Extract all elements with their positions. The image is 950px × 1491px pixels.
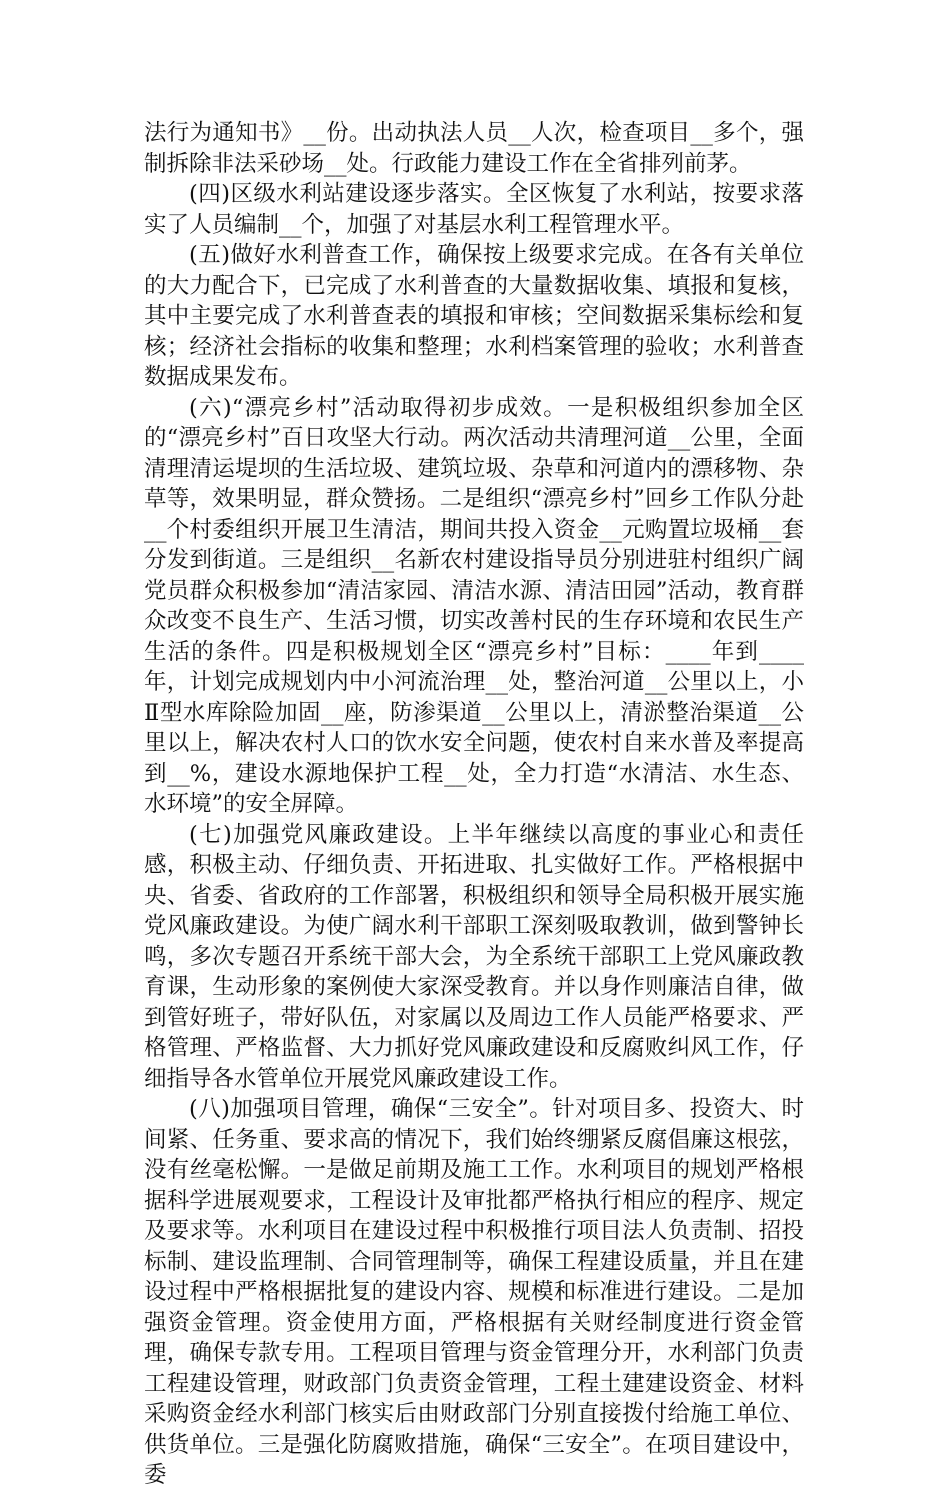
document-body [144,118,804,1491]
paragraph-section-5-water-census: (五)做好水利普查工作，确保按上级要求完成。在各有关单位的大力配合下，已完成了水利普查的大量数据收集、填报和复核，其中主要完成了水利普查表的填报和审核；空间数据采集标绘和复核；经济社会指标的收集和整理；水利档案管理的验收；水利普查数据成果发布。 [144,242,804,390]
paragraph-enforcement-summary: 法行为通知书》__份。出动执法人员__人次，检查项目__多个，强制拆除非法采砂场__处。行政能力建设工作在全省排列前茅。 [144,120,804,177]
paragraph-section-6-beautiful-village: (六)“漂亮乡村”活动取得初步成效。一是积极组织参加全区的“漂亮乡村”百日攻坚大行动。两次活动共清理河道__公里，全面清理清运堤坝的生活垃圾、建筑垃圾、杂草和河道内的漂移物、杂草等，效果明显，群众赞扬。二是组织“漂亮乡村”回乡工作队分赴__个村委组织开展卫生清洁，期间共投入资金__元购置垃圾桶__套分发到街道。三是组织__名新农村建设指导员分别进驻村组织广阔党员群众积极参加“清洁家园、清洁水源、清洁田园”活动，教育群众改变不良生产、生活习惯，切实改善村民的生存环境和农民生产生活的条件。四是积极规划全区“漂亮乡村”目标：____年到____年，计划完成规划内中小河流治理__处，整治河道__公里以上，小Ⅱ型水库除险加固__座，防渗渠道__公里以上，清淤整治渠道__公里以上，解决农村人口的饮水安全问题，使农村自来水普及率提高到__%，建设水源地保护工程__处，全力打造“水清洁、水生态、水环境”的安全屏障。 [144,394,804,817]
paragraph-section-8-project-management: (八)加强项目管理，确保“三安全”。针对项目多、投资大、时间紧、任务重、要求高的情况下，我们始终绷紧反腐倡廉这根弦，没有丝毫松懈。一是做足前期及施工工作。水利项目的规划严格根据科学进展观要求，工程设计及审批都严格执行相应的程序、规定及要求等。水利项目在建设过程中积极推行项目法人负责制、招投标制、建设监理制、合同管理制等，确保工程建设质量，并且在建设过程中严格根据批复的建设内容、规模和标准进行建设。二是加强资金管理。资金使用方面，严格根据有关财经制度进行资金管理，确保专款专用。工程项目管理与资金管理分开，水利部门负责工程建设管理，财政部门负责资金管理，工程土建建设资金、材料采购资金经水利部门核实后由财政部门分别直接拨付给施工单位、供货单位。三是强化防腐败措施，确保“三安全”。在项目建设中，委 [144,1096,804,1488]
paragraph-section-4-water-stations: (四)区级水利站建设逐步落实。全区恢复了水利站，按要求落实了人员编制__个，加强了对基层水利工程管理水平。 [144,181,804,238]
paragraph-section-7-party-conduct: (七)加强党风廉政建设。上半年继续以高度的事业心和责任感，积极主动、仔细负责、开拓进取、扎实做好工作。严格根据中央、省委、省政府的工作部署，积极组织和领导全局积极开展实施党风廉政建设。为使广阔水利干部职工深刻吸取教训，做到警钟长鸣，多次专题召开系统干部大会，为全系统干部职工上党风廉政教育课，生动形象的案例使大家深受教育。并以身作则廉洁自律，做到管好班子，带好队伍，对家属以及周边工作人员能严格要求、严格管理、严格监督、大力抓好党风廉政建设和反腐败纠风工作，仔细指导各水管单位开展党风廉政建设工作。 [144,821,804,1092]
